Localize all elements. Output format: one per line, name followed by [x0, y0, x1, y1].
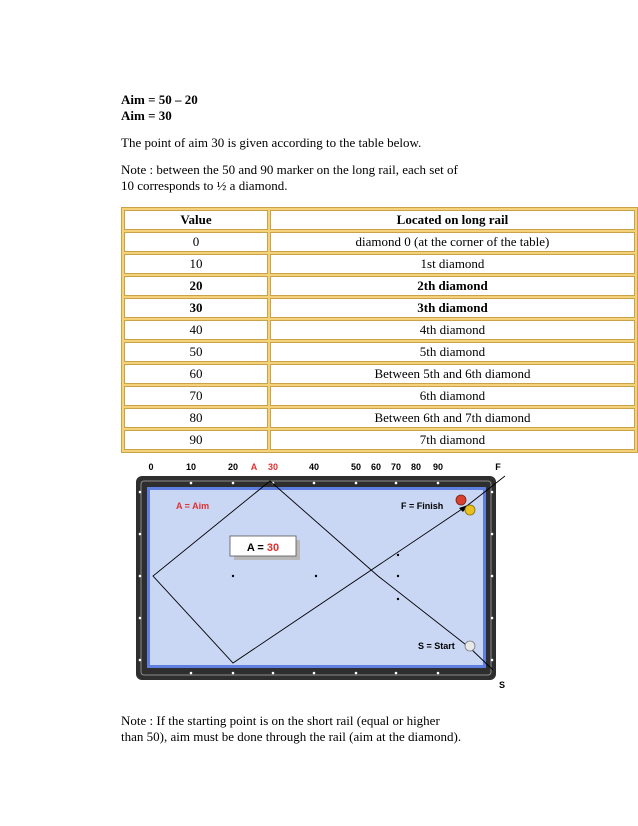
cloth-spot — [397, 575, 399, 577]
red-ball — [456, 495, 466, 505]
rail-diamond — [139, 491, 142, 494]
header-location: Located on long rail — [270, 210, 635, 230]
rail-diamond — [355, 672, 358, 675]
scale-label: 80 — [410, 462, 422, 472]
cue-ball — [465, 641, 475, 651]
value-cell: 20 — [124, 276, 268, 296]
header-value: Value — [124, 210, 268, 230]
location-cell: 5th diamond — [270, 342, 635, 362]
table-row — [124, 364, 635, 384]
rail-diamond — [272, 672, 275, 675]
table-row — [124, 298, 635, 318]
rail-diamond — [139, 533, 142, 536]
location-cell: Between 6th and 7th diamond — [270, 408, 635, 428]
table-row — [124, 276, 635, 296]
value-cell: 80 — [124, 408, 268, 428]
value-cell: 30 — [124, 298, 268, 318]
rail-diamond — [491, 575, 494, 578]
rail-diamond — [491, 533, 494, 536]
value-cell: 90 — [124, 430, 268, 450]
table-row — [124, 342, 635, 362]
note2-line-1: Note : If the starting point is on the short rail (equal or higher — [121, 713, 440, 728]
note-line-1: Note : between the 50 and 90 marker on the long rail, each set of — [121, 162, 458, 177]
aim-box-text: A = 30 — [246, 542, 280, 554]
note2-line-2: than 50), aim must be done through the rail (aim at the diamond). — [121, 729, 462, 744]
aim-formula-line: Aim = 50 – 20 — [121, 92, 198, 107]
scale-label: 70 — [390, 462, 402, 472]
value-cell: 10 — [124, 254, 268, 274]
location-cell: 2th diamond — [270, 276, 635, 296]
note-line-2: 10 corresponds to ½ a diamond. — [121, 178, 288, 193]
rail-diamond — [437, 482, 440, 485]
value-cell: 60 — [124, 364, 268, 384]
location-cell: 7th diamond — [270, 430, 635, 450]
rail-diamond — [491, 617, 494, 620]
finish-legend: F = Finish — [401, 501, 444, 511]
aim-result-line: Aim = 30 — [121, 108, 172, 123]
rail-diamond — [190, 672, 193, 675]
rail-diamond — [437, 672, 440, 675]
rail-diamond — [190, 482, 193, 485]
table-row — [124, 430, 635, 450]
value-cell: 0 — [124, 232, 268, 252]
rail-diamond — [232, 482, 235, 485]
scale-label: 0 — [148, 462, 154, 472]
cloth-spot — [397, 598, 399, 600]
location-cell: 4th diamond — [270, 320, 635, 340]
location-cell: Between 5th and 6th diamond — [270, 364, 635, 384]
location-cell: 3th diamond — [270, 298, 635, 318]
location-cell: 6th diamond — [270, 386, 635, 406]
rail-diamond — [139, 659, 142, 662]
start-legend: S = Start — [418, 641, 455, 651]
rail-diamond — [395, 672, 398, 675]
location-cell: 1st diamond — [270, 254, 635, 274]
rail-diamond — [355, 482, 358, 485]
cloth-spot — [232, 575, 234, 577]
scale-label: 90 — [432, 462, 444, 472]
diamond-scale — [148, 462, 501, 472]
intro-text: The point of aim 30 is given according to the table below. — [121, 135, 422, 150]
rail-diamond — [232, 672, 235, 675]
rail-diamond — [313, 482, 316, 485]
scale-label: 20 — [227, 462, 239, 472]
cloth-spot — [315, 575, 317, 577]
scale-label: 50 — [350, 462, 362, 472]
location-cell: diamond 0 (at the corner of the table) — [270, 232, 635, 252]
rail-diamond — [139, 575, 142, 578]
table-body — [124, 232, 635, 450]
value-cell: 70 — [124, 386, 268, 406]
rail-diamond — [313, 672, 316, 675]
rail-diamond — [395, 482, 398, 485]
table-cloth — [150, 490, 483, 665]
value-location-table — [121, 207, 638, 453]
value-cell: 40 — [124, 320, 268, 340]
scale-label: F — [495, 462, 501, 472]
rail-diamond — [491, 659, 494, 662]
yellow-ball — [465, 505, 475, 515]
scale-label: 60 — [370, 462, 382, 472]
scale-label: A — [250, 462, 258, 472]
table-row — [124, 386, 635, 406]
rail-diamond — [139, 617, 142, 620]
cloth-spot — [397, 554, 399, 556]
billiard-table-diagram — [128, 458, 508, 690]
scale-label: 30 — [267, 462, 279, 472]
aim-legend: A = Aim — [176, 501, 210, 511]
scale-label: 40 — [308, 462, 320, 472]
table-row — [124, 254, 635, 274]
rail-diamond — [491, 491, 494, 494]
table-row — [124, 408, 635, 428]
scale-label: 10 — [185, 462, 197, 472]
start-marker-label: S — [498, 680, 506, 690]
value-cell: 50 — [124, 342, 268, 362]
table-row — [124, 320, 635, 340]
table-row — [124, 232, 635, 252]
table-header-row — [124, 210, 635, 230]
